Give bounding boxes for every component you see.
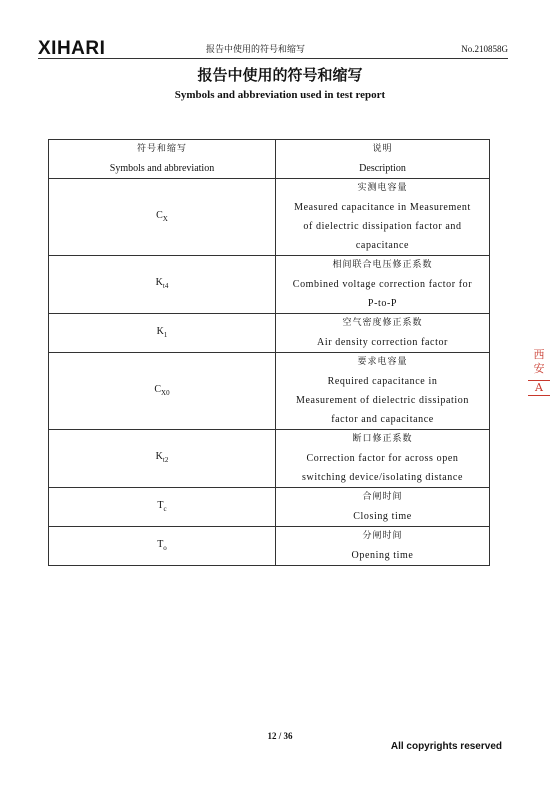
stamp-char: 安 — [533, 362, 545, 375]
description-en-line: Air density correction factor — [317, 337, 448, 348]
symbol-cell — [49, 179, 276, 256]
description-en-line: of dielectric dissipation factor and — [303, 221, 462, 232]
page-title-en: Symbols and abbreviation used in test report — [174, 89, 386, 101]
table-row — [49, 527, 490, 566]
symbol-cell — [49, 314, 276, 353]
symbol-cell — [49, 527, 276, 566]
symbol-subscript: X — [162, 214, 168, 223]
description-cn: 断口修正系数 — [352, 434, 413, 444]
description-cn: 相间联合电压修正系数 — [332, 260, 433, 270]
symbol-subscript: t4 — [162, 282, 169, 290]
page-number: 12 / 36 — [267, 731, 293, 741]
symbol: K — [156, 325, 164, 337]
symbol-subscript: t2 — [162, 456, 169, 464]
description-cell — [276, 527, 490, 566]
symbol: T — [157, 538, 164, 550]
symbol: K — [155, 451, 163, 462]
description-cn: 合闸时间 — [362, 492, 403, 502]
description-en-line: Opening time — [351, 550, 414, 561]
description-en-line: Required capacitance in — [327, 376, 438, 387]
stamp-char: A — [528, 380, 550, 396]
column-header-description-cn: 说明 — [372, 144, 393, 154]
description-en-line: Correction factor for across open — [306, 453, 459, 464]
column-header-symbols-en: Symbols and abbreviation — [109, 163, 215, 174]
report-number: No.210858G — [461, 44, 508, 54]
symbol-subscript: X0 — [161, 388, 170, 397]
column-header-description — [276, 140, 490, 179]
copyright-text: All copyrights reserved — [390, 741, 502, 752]
symbol: C — [156, 209, 163, 221]
description-en-line: capacitance — [355, 240, 410, 251]
description-en-line: Combined voltage correction factor for — [292, 279, 473, 290]
header-title: 报告中使用的符号和缩写 — [206, 44, 306, 54]
table-row — [49, 256, 490, 314]
table-row — [49, 179, 490, 256]
description-cell — [276, 488, 490, 527]
symbol: C — [154, 383, 162, 395]
description-en-line: Closing time — [353, 511, 412, 522]
table-row — [49, 353, 490, 430]
symbol-subscript: o — [163, 543, 167, 552]
description-cell — [276, 430, 490, 488]
column-header-description-en: Description — [359, 163, 406, 174]
column-header-symbols — [49, 140, 276, 179]
symbol-subscript: 1 — [163, 330, 168, 339]
table-row — [49, 488, 490, 527]
description-cell — [276, 256, 490, 314]
description-en-line: switching device/isolating distance — [302, 472, 463, 483]
symbol-cell — [49, 353, 276, 430]
brand-logo: XIHARI — [38, 38, 106, 59]
description-en-line: P-to-P — [367, 298, 398, 309]
symbol: T — [157, 499, 164, 511]
symbol-cell — [49, 430, 276, 488]
description-cn: 分闸时间 — [362, 531, 403, 541]
column-header-symbols-cn: 符号和缩写 — [136, 144, 187, 154]
symbol-subscript: c — [163, 504, 167, 513]
description-cn: 要求电容量 — [357, 357, 408, 367]
description-cn: 空气密度修正系数 — [342, 318, 423, 328]
table-row — [49, 314, 490, 353]
description-en-line: factor and capacitance — [331, 414, 434, 425]
seal-stamp — [528, 348, 550, 400]
description-cn: 实测电容量 — [357, 183, 408, 193]
description-en-line: Measurement of dielectric dissipation — [296, 395, 469, 406]
description-cell — [276, 314, 490, 353]
symbols-table — [48, 139, 490, 566]
symbol-cell — [49, 256, 276, 314]
symbol: K — [155, 277, 163, 288]
stamp-char: 西 — [533, 348, 545, 361]
symbol-cell — [49, 488, 276, 527]
description-en-line: Measured capacitance in Measurement — [294, 202, 471, 213]
description-cell — [276, 353, 490, 430]
description-cell — [276, 179, 490, 256]
page-header — [38, 40, 508, 59]
page-title-cn: 报告中使用的符号和缩写 — [197, 68, 363, 84]
table-row — [49, 430, 490, 488]
table-header-row — [49, 140, 490, 179]
